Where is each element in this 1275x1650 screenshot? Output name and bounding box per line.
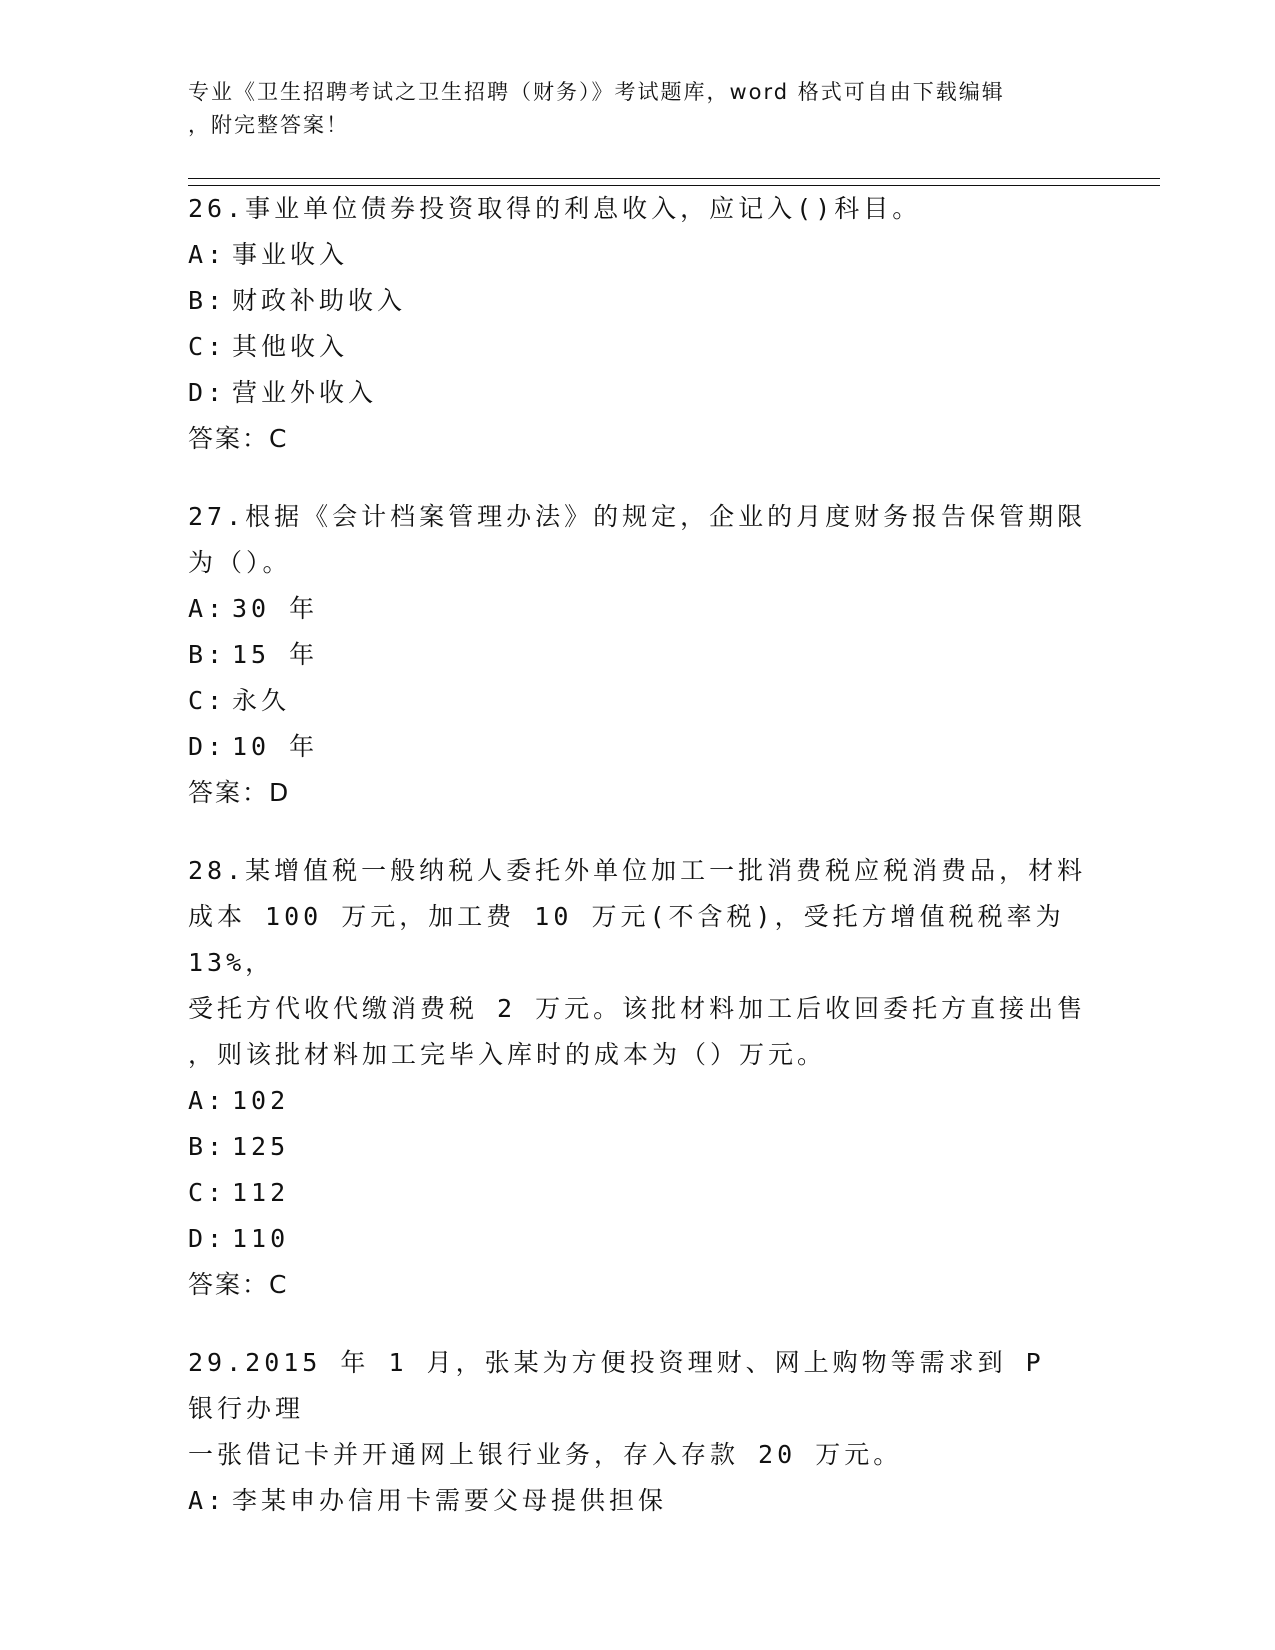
question-text: 29.2015 年 1 月，张某为方便投资理财、网上购物等需求到 P 银行办理	[188, 1348, 1045, 1423]
option-b	[188, 1124, 1088, 1170]
option-text: 112	[232, 1178, 290, 1207]
question-text: 28.某增值税一般纳税人委托外单位加工一批消费税应税消费品，材料	[188, 856, 1087, 885]
option-d	[188, 370, 1088, 416]
option-label: C:	[188, 686, 227, 715]
question-text: 一张借记卡并开通网上银行业务，存入存款 20 万元。	[188, 1440, 903, 1469]
option-label: B:	[188, 1132, 227, 1161]
question-text: 26.事业单位债券投资取得的利息收入，应记入()科目。	[188, 194, 922, 223]
option-text: 15 年	[232, 640, 319, 669]
header-line-2: ，附完整答案！	[188, 113, 349, 137]
option-a	[188, 586, 1088, 632]
answer-text: 答案：D	[188, 778, 291, 807]
question-27	[188, 494, 1088, 816]
option-text: 102	[232, 1086, 290, 1115]
option-label: C:	[188, 332, 227, 361]
header-double-rule	[188, 178, 1160, 186]
option-a	[188, 1478, 1088, 1524]
option-text: 李某申办信用卡需要父母提供担保	[232, 1486, 668, 1515]
header-line-1: 专业《卫生招聘考试之卫生招聘（财务）》考试题库，word 格式可自由下载编辑	[188, 80, 1005, 104]
option-text: 125	[232, 1132, 290, 1161]
answer-text: 答案：C	[188, 424, 289, 453]
option-text: 其他收入	[232, 332, 349, 361]
option-label: B:	[188, 640, 227, 669]
option-label: C:	[188, 1178, 227, 1207]
option-text: 10 年	[232, 732, 319, 761]
question-text: 27.根据《会计档案管理办法》的规定，企业的月度财务报告保管期限	[188, 502, 1087, 531]
question-28	[188, 848, 1088, 1308]
option-c	[188, 678, 1088, 724]
option-c	[188, 324, 1088, 370]
option-text: 营业外收入	[232, 378, 378, 407]
option-text: 110	[232, 1224, 290, 1253]
option-a	[188, 1078, 1088, 1124]
option-label: D:	[188, 1224, 227, 1253]
question-text: 成本 100 万元，加工费 10 万元(不含税)，受托方增值税税率为 13%，	[188, 902, 1065, 977]
option-label: B:	[188, 286, 227, 315]
option-d	[188, 724, 1088, 770]
option-label: A:	[188, 1086, 227, 1115]
question-26	[188, 186, 1088, 462]
question-text: 受托方代收代缴消费税 2 万元。该批材料加工后收回委托方直接出售	[188, 994, 1087, 1023]
option-text: 事业收入	[232, 240, 349, 269]
answer-text: 答案：C	[188, 1270, 289, 1299]
question-text: 为（）。	[188, 548, 292, 577]
option-a	[188, 232, 1088, 278]
question-text: ，则该批材料加工完毕入库时的成本为（）万元。	[188, 1040, 827, 1069]
question-list	[188, 186, 1088, 1556]
option-text: 财政补助收入	[232, 286, 407, 315]
page-header	[188, 76, 1088, 142]
option-c	[188, 1170, 1088, 1216]
option-label: D:	[188, 732, 227, 761]
option-text: 永久	[232, 686, 291, 715]
question-29	[188, 1340, 1088, 1524]
option-label: A:	[188, 1486, 227, 1515]
option-label: D:	[188, 378, 227, 407]
option-b	[188, 632, 1088, 678]
option-label: A:	[188, 594, 227, 623]
option-d	[188, 1216, 1088, 1262]
option-text: 30 年	[232, 594, 319, 623]
option-label: A:	[188, 240, 227, 269]
option-b	[188, 278, 1088, 324]
